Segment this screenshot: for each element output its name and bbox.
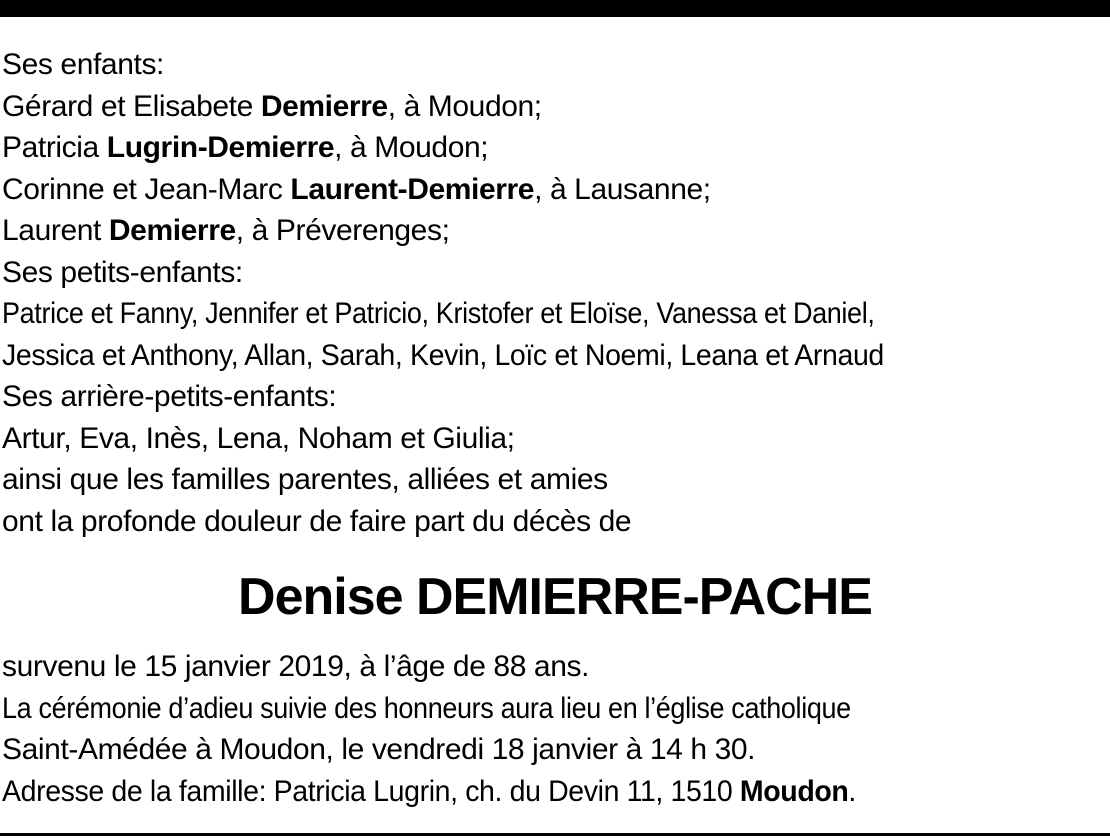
child-given-names: Gérard et Elisabete xyxy=(2,89,261,123)
child-place: , à Moudon; xyxy=(387,89,542,123)
children-heading: Ses enfants: xyxy=(2,48,164,81)
grandchildren-heading: Ses petits-enfants: xyxy=(2,255,243,289)
child-surname: Demierre xyxy=(108,214,236,247)
child-place: , à Préverenges; xyxy=(235,214,450,247)
death-date-line: survenu le 15 janvier 2019, à l’âge de 88 ans. xyxy=(2,650,590,683)
family-address-line xyxy=(2,771,1053,813)
family-list xyxy=(2,44,1108,542)
funeral-details xyxy=(2,646,1108,812)
families-line: ainsi que les familles parentes, alliées et amies xyxy=(2,463,608,496)
child-line xyxy=(2,169,1108,211)
child-given-names: Patricia xyxy=(2,131,107,164)
intro-line: ont la profonde douleur de faire part du décès de xyxy=(2,504,632,538)
address-text: Adresse de la famille: Patricia Lugrin, ch. du Devin 11, 1510 xyxy=(2,774,740,808)
top-border-rule xyxy=(0,0,1110,17)
grandchildren-line: Jessica et Anthony, Allan, Sarah, Kevin, Loïc et Noemi, Leana et Arnaud xyxy=(2,338,884,372)
address-end: . xyxy=(848,774,856,808)
ceremony-line: La cérémonie d’adieu suivie des honneurs aura lieu en l’église catholique xyxy=(2,691,851,725)
child-line xyxy=(2,86,1108,128)
child-surname: Laurent-Demierre xyxy=(290,172,535,206)
child-surname: Lugrin-Demierre xyxy=(106,131,335,164)
address-town: Moudon xyxy=(739,774,849,808)
ceremony-line: Saint-Amédée à Moudon, le vendredi 18 janvier à 14 h 30. xyxy=(2,733,756,766)
child-line xyxy=(2,210,1108,252)
child-place: , à Moudon; xyxy=(334,131,489,164)
child-line xyxy=(2,127,1108,169)
great-grandchildren-heading: Ses arrière-petits-enfants: xyxy=(2,380,337,413)
child-given-names: Laurent xyxy=(2,214,109,247)
child-given-names: Corinne et Jean-Marc xyxy=(2,172,291,206)
grandchildren-line: Patrice et Fanny, Jennifer et Patricio, Kristofer et Eloïse, Vanessa et Daniel, xyxy=(2,297,875,330)
great-grandchildren-line: Artur, Eva, Inès, Lena, Noham et Giulia; xyxy=(2,421,515,455)
deceased-name: Denise DEMIERRE-PACHE xyxy=(238,568,872,626)
bottom-border-rule xyxy=(0,833,1110,836)
child-place: , à Lausanne; xyxy=(534,172,711,206)
child-surname: Demierre xyxy=(260,89,388,123)
